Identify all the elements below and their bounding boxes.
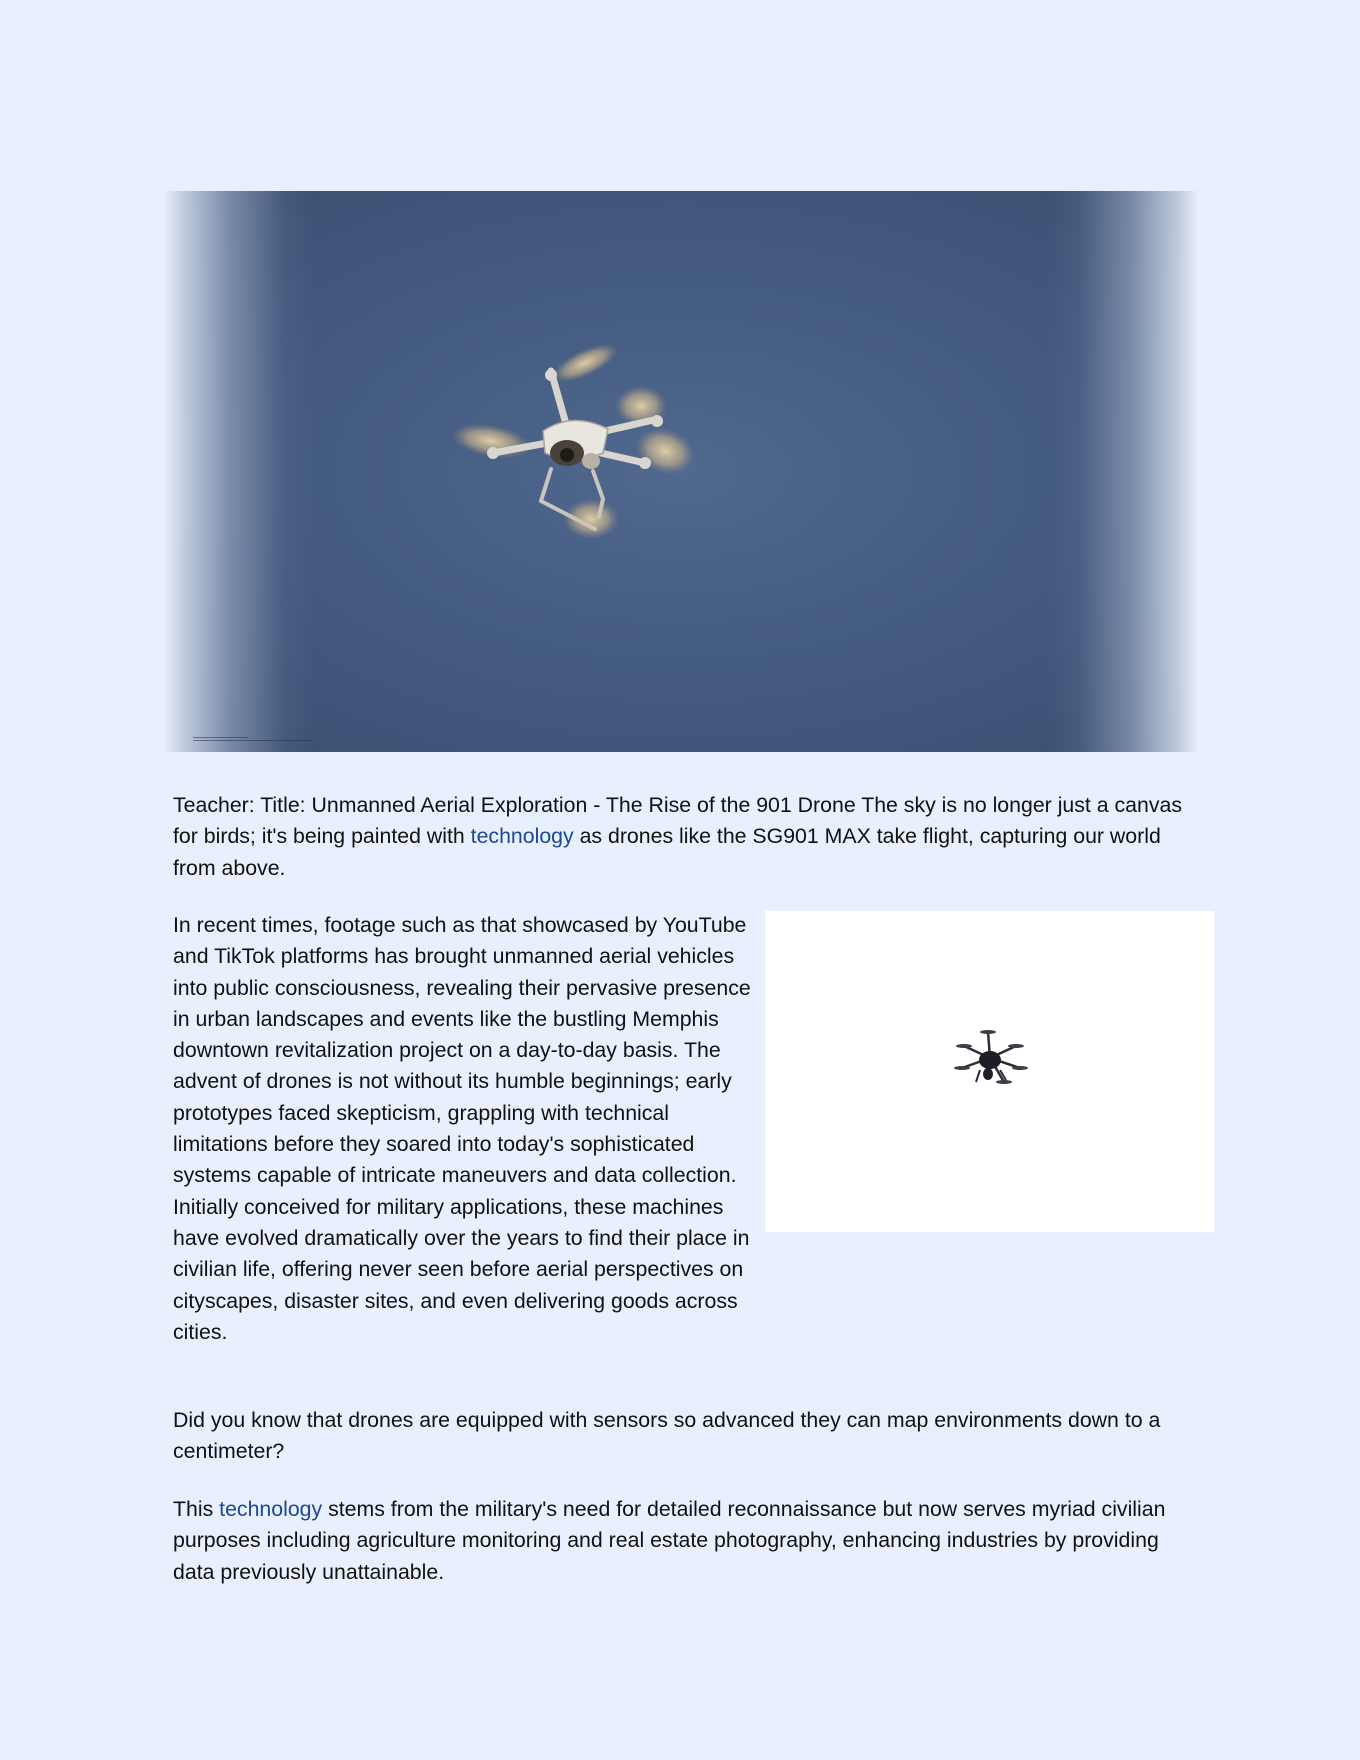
applications-text-before-link: This (173, 1497, 220, 1521)
history-paragraph: In recent times, footage such as that showcased by YouTube and TikTok platforms has brought unmanned aerial vehicles into public consciousness, revealing their pervasive presence in urban landscapes and events like the bustling Memphis downtown revitalization project on a day-to-day basis. The advent of drones is not without its humble beginnings; early prototypes faced skepticism, grappling with technical limitations before they soared into today's sophisticated systems capable of intricate maneuvers and data collection. Initially conceived for military applications, these machines have evolved dramatically over the years to find their place in civilian life, offering never seen before aerial perspectives on cityscapes, disaster sites, and even delivering goods across cities. (173, 913, 751, 1344)
intro-paragraph (173, 790, 1193, 884)
applications-paragraph (173, 1494, 1193, 1588)
quadcopter-drone-illustration (433, 341, 753, 601)
hero-image (163, 191, 1199, 752)
intro-text-after-link: as drones like the SG901 MAX take flight, capturing our world from above. (173, 824, 1161, 880)
hero-fade-left (163, 191, 313, 752)
hero-photo-credit-mark (193, 737, 313, 743)
hexacopter-drone-illustration (950, 1024, 1030, 1094)
sensors-paragraph: Did you know that drones are equipped with sensors so advanced they can map environments down to a centimeter? (173, 1408, 1161, 1464)
technology-link-2[interactable]: technology (219, 1497, 323, 1521)
applications-text-after-link: stems from the military's need for detailed reconnaissance but now serves myriad civilian purposes including agriculture monitoring and real estate photography, enhancing industries by providing data previously unattainable. (173, 1497, 1166, 1584)
technology-link[interactable]: technology (470, 824, 574, 849)
intro-text-before-link: Teacher: Title: Unmanned Aerial Exploration - The Rise of the 901 Drone The sky is no longer just a canvas for birds; it's being painted with (173, 793, 1182, 849)
side-image (765, 911, 1214, 1232)
hero-fade-right (1049, 191, 1199, 752)
